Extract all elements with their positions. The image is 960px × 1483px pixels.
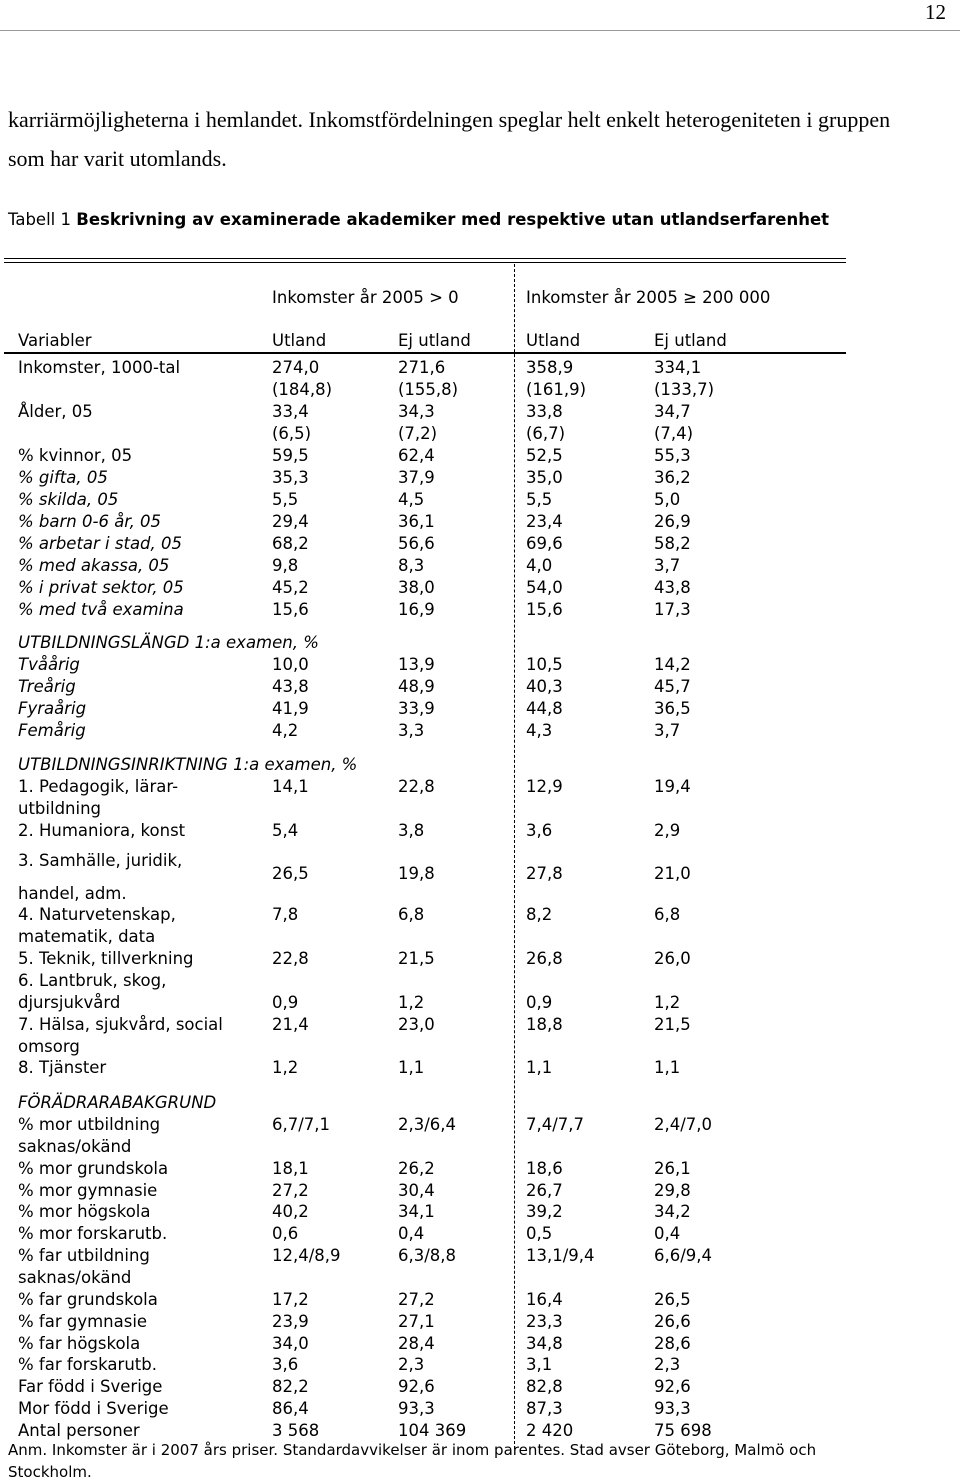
table-cell: 5,0: [654, 490, 681, 509]
table-cell: 92,6: [398, 1377, 435, 1396]
row-label: utbildning: [18, 799, 102, 818]
table-cell: 27,2: [398, 1290, 435, 1309]
row-label: 2. Humaniora, konst: [18, 821, 186, 840]
table-cell: 21,0: [654, 864, 691, 883]
table-cell: 86,4: [272, 1399, 309, 1418]
row-label: % mor utbildning: [18, 1115, 161, 1134]
table-cell: 26,9: [654, 512, 691, 531]
table-cell: 19,4: [654, 777, 691, 796]
table-cell: 13,9: [398, 655, 435, 674]
table-cell: 55,3: [654, 446, 691, 465]
table-cell: 5,4: [272, 821, 299, 840]
table-cell: 59,5: [272, 446, 309, 465]
table-cell: 3,7: [654, 721, 681, 740]
row-label: % far forskarutb.: [18, 1355, 157, 1374]
table-cell: 3 568: [272, 1421, 320, 1440]
table-cell: 21,5: [654, 1015, 691, 1034]
row-label: % far grundskola: [18, 1290, 158, 1309]
table-cell: 1,2: [398, 993, 425, 1012]
table-cell: 5,5: [526, 490, 553, 509]
table-cell: 12,4/8,9: [272, 1246, 341, 1265]
table-cell: 35,0: [526, 468, 563, 487]
column-header-variables: Variabler: [18, 331, 92, 350]
table-cell: 23,9: [272, 1312, 309, 1331]
table-cell: 14,1: [272, 777, 309, 796]
table-cell: 22,8: [272, 949, 309, 968]
row-label: Treårig: [18, 677, 76, 696]
table-cell: 14,2: [654, 655, 691, 674]
table-cell: 92,6: [654, 1377, 691, 1396]
row-label: Antal personer: [18, 1421, 140, 1440]
table-cell: 23,3: [526, 1312, 563, 1331]
table-cell: 12,9: [526, 777, 563, 796]
table-cell: 26,0: [654, 949, 691, 968]
table-cell: 41,9: [272, 699, 309, 718]
row-label: % med akassa, 05: [18, 556, 170, 575]
column-header-abroad-1: Utland: [272, 331, 327, 350]
row-label: 4. Naturvetenskap,: [18, 905, 176, 924]
table-cell: 34,2: [654, 1202, 691, 1221]
table-cell: 3,1: [526, 1355, 553, 1374]
row-label: % barn 0-6 år, 05: [18, 512, 162, 531]
table-cell: 40,3: [526, 677, 563, 696]
table-cell: (184,8): [272, 380, 333, 399]
table-cell: 0,9: [272, 993, 299, 1012]
table-cell: 17,2: [272, 1290, 309, 1309]
page-number: 12: [925, 0, 946, 24]
table-cell: 56,6: [398, 534, 435, 553]
table-cell: 43,8: [272, 677, 309, 696]
row-label: Fyraårig: [18, 699, 87, 718]
table-cell: 18,8: [526, 1015, 563, 1034]
table-cell: (161,9): [526, 380, 587, 399]
table-cell: 23,0: [398, 1015, 435, 1034]
row-label: Ålder, 05: [18, 402, 93, 421]
row-label: % skilda, 05: [18, 490, 119, 509]
row-label: 3. Samhälle, juridik,: [18, 851, 183, 870]
table-cell: 40,2: [272, 1202, 309, 1221]
table-cell: 34,3: [398, 402, 435, 421]
column-header-abroad-2: Utland: [526, 331, 581, 350]
table-cell: 0,4: [398, 1224, 425, 1243]
table-cell: 17,3: [654, 600, 691, 619]
table-cell: 82,2: [272, 1377, 309, 1396]
table-cell: 6,6/9,4: [654, 1246, 713, 1265]
table-cell: 1,2: [654, 993, 681, 1012]
table-cell: 358,9: [526, 358, 574, 377]
row-label: omsorg: [18, 1037, 80, 1056]
table-cell: 26,6: [654, 1312, 691, 1331]
row-label: Far född i Sverige: [18, 1377, 163, 1396]
row-label: % far utbildning: [18, 1246, 150, 1265]
row-label: % mor gymnasie: [18, 1181, 158, 1200]
table-cell: 26,1: [654, 1159, 691, 1178]
table-cell: 75 698: [654, 1421, 712, 1440]
table-cell: 0,4: [654, 1224, 681, 1243]
row-label: 7. Hälsa, sjukvård, social: [18, 1015, 223, 1034]
table-cell: 39,2: [526, 1202, 563, 1221]
row-label: djursjukvård: [18, 993, 121, 1012]
table-cell: 7,8: [272, 905, 299, 924]
row-label: handel, adm.: [18, 884, 127, 903]
table-cell: 26,5: [272, 864, 309, 883]
table-cell: 21,5: [398, 949, 435, 968]
row-label: FÖRÄDRARABAKGRUND: [18, 1093, 217, 1112]
table-cell: 30,4: [398, 1181, 435, 1200]
row-label: 6. Lantbruk, skog,: [18, 971, 167, 990]
table-cell: 38,0: [398, 578, 435, 597]
table-cell: 3,6: [272, 1355, 299, 1374]
table-cell: 69,6: [526, 534, 563, 553]
header-rule: [0, 30, 960, 31]
row-label: Mor född i Sverige: [18, 1399, 169, 1418]
row-label: % med två examina: [18, 600, 184, 619]
table-cell: 45,7: [654, 677, 691, 696]
table-cell: 104 369: [398, 1421, 467, 1440]
table-note: Anm. Inkomster är i 2007 års priser. Standardavvikelser är inom parentes. Stad avser Göteborg, Malmö och Stockholm.: [8, 1441, 817, 1481]
table-cell: 33,8: [526, 402, 563, 421]
row-label: 1. Pedagogik, lärar-: [18, 777, 179, 796]
table-cell: 2,9: [654, 821, 681, 840]
table-cell: 0,6: [272, 1224, 299, 1243]
table-cell: 1,1: [398, 1058, 425, 1077]
table-cell: 26,8: [526, 949, 563, 968]
row-label: % mor forskarutb.: [18, 1224, 168, 1243]
table-cell: 36,2: [654, 468, 691, 487]
table-cell: 19,8: [398, 864, 435, 883]
table-cell: 26,5: [654, 1290, 691, 1309]
table-cell: 54,0: [526, 578, 563, 597]
table-cell: 34,0: [272, 1334, 309, 1353]
row-label: % far gymnasie: [18, 1312, 148, 1331]
intro-paragraph: karriärmöjligheterna i hemlandet. Inkomstfördelningen speglar helt enkelt heterogeniteten i gruppen som har varit utomlands.: [8, 107, 891, 171]
table-cell: 2 420: [526, 1421, 574, 1440]
table-cell: 48,9: [398, 677, 435, 696]
table-cell: 2,3: [398, 1355, 425, 1374]
table-cell: 22,8: [398, 777, 435, 796]
table-cell: 58,2: [654, 534, 691, 553]
table-cell: 27,2: [272, 1181, 309, 1200]
table-cell: 3,6: [526, 821, 553, 840]
table-cell: 16,4: [526, 1290, 563, 1309]
table-cell: 18,6: [526, 1159, 563, 1178]
table-cell: 5,5: [272, 490, 299, 509]
table-cell: (133,7): [654, 380, 715, 399]
table-cell: 35,3: [272, 468, 309, 487]
table-cell: (7,4): [654, 424, 694, 443]
table-cell: 8,3: [398, 556, 425, 575]
table-cell: 34,1: [398, 1202, 435, 1221]
table-cell: 334,1: [654, 358, 702, 377]
table-cell: 2,4/7,0: [654, 1115, 713, 1134]
row-label: Inkomster, 1000-tal: [18, 358, 181, 377]
table-cell: 0,5: [526, 1224, 553, 1243]
table-cell: (6,5): [272, 424, 312, 443]
row-label: UTBILDNINGSINRIKTNING 1:a examen, %: [18, 755, 358, 774]
row-label: % kvinnor, 05: [18, 446, 133, 465]
table-cell: 16,9: [398, 600, 435, 619]
table-cell: 28,4: [398, 1334, 435, 1353]
row-label: % mor högskola: [18, 1202, 151, 1221]
table-cell: 1,2: [272, 1058, 299, 1077]
table-cell: 44,8: [526, 699, 563, 718]
table-caption-title: Beskrivning av examinerade akademiker med respektive utan utlandserfarenhet: [76, 210, 830, 229]
table-cell: 36,1: [398, 512, 435, 531]
table-cell: 0,9: [526, 993, 553, 1012]
table-cell: 29,4: [272, 512, 309, 531]
table-cell: 15,6: [526, 600, 563, 619]
table-cell: 26,2: [398, 1159, 435, 1178]
row-label: Femårig: [18, 721, 86, 740]
table-cell: 34,8: [526, 1334, 563, 1353]
table-cell: 21,4: [272, 1015, 309, 1034]
table-cell: 271,6: [398, 358, 446, 377]
group-separator-dashed-line: [514, 264, 515, 1449]
table-cell: 10,0: [272, 655, 309, 674]
table-cell: 8,2: [526, 905, 553, 924]
row-label: % gifta, 05: [18, 468, 108, 487]
table-cell: 3,7: [654, 556, 681, 575]
table-cell: 28,6: [654, 1334, 691, 1353]
table-caption-prefix: Tabell 1: [8, 210, 77, 229]
row-label: % i privat sektor, 05: [18, 578, 184, 597]
table-cell: 4,5: [398, 490, 425, 509]
header-bottom-rule: [4, 352, 846, 354]
row-label: Tvåårig: [18, 655, 80, 674]
table-cell: 7,4/7,7: [526, 1115, 585, 1134]
group-header-income-positive: Inkomster år 2005 > 0: [272, 288, 459, 307]
row-label: UTBILDNINGSLÄNGD 1:a examen, %: [18, 633, 319, 652]
table-cell: 3,3: [398, 721, 425, 740]
row-label: % arbetar i stad, 05: [18, 534, 183, 553]
table-cell: 2,3: [654, 1355, 681, 1374]
column-header-not-abroad-2: Ej utland: [654, 331, 727, 350]
table-cell: 6,8: [654, 905, 681, 924]
column-header-not-abroad-1: Ej utland: [398, 331, 471, 350]
table-cell: 4,0: [526, 556, 553, 575]
table-cell: 62,4: [398, 446, 435, 465]
row-label: 5. Teknik, tillverkning: [18, 949, 194, 968]
table-cell: 6,3/8,8: [398, 1246, 457, 1265]
table-cell: 43,8: [654, 578, 691, 597]
row-label: 8. Tjänster: [18, 1058, 107, 1077]
table-caption: [8, 210, 829, 229]
table-cell: 3,8: [398, 821, 425, 840]
table-cell: 4,3: [526, 721, 553, 740]
table-cell: 6,7/7,1: [272, 1115, 331, 1134]
table-cell: 87,3: [526, 1399, 563, 1418]
table-cell: 1,1: [654, 1058, 681, 1077]
table-cell: 93,3: [398, 1399, 435, 1418]
table-top-rule: [4, 258, 846, 263]
table-cell: 82,8: [526, 1377, 563, 1396]
table-cell: 27,1: [398, 1312, 435, 1331]
table-cell: 1,1: [526, 1058, 553, 1077]
table-cell: 26,7: [526, 1181, 563, 1200]
row-label: % far högskola: [18, 1334, 141, 1353]
table-cell: 45,2: [272, 578, 309, 597]
table-cell: 33,9: [398, 699, 435, 718]
group-header-income-200000: Inkomster år 2005 ≥ 200 000: [526, 288, 771, 307]
table-cell: 33,4: [272, 402, 309, 421]
table-cell: 13,1/9,4: [526, 1246, 595, 1265]
table-cell: 18,1: [272, 1159, 309, 1178]
row-label: % mor grundskola: [18, 1159, 169, 1178]
table-cell: 4,2: [272, 721, 299, 740]
table-cell: 29,8: [654, 1181, 691, 1200]
table-cell: 10,5: [526, 655, 563, 674]
table-cell: 6,8: [398, 905, 425, 924]
table-cell: 68,2: [272, 534, 309, 553]
table-cell: 15,6: [272, 600, 309, 619]
table-cell: 34,7: [654, 402, 691, 421]
table-cell: 93,3: [654, 1399, 691, 1418]
table-cell: (6,7): [526, 424, 566, 443]
table-cell: 37,9: [398, 468, 435, 487]
table-cell: 2,3/6,4: [398, 1115, 457, 1134]
row-label: saknas/okänd: [18, 1137, 132, 1156]
table-cell: (155,8): [398, 380, 459, 399]
table-cell: (7,2): [398, 424, 438, 443]
table-cell: 52,5: [526, 446, 563, 465]
table-cell: 36,5: [654, 699, 691, 718]
row-label: saknas/okänd: [18, 1268, 132, 1287]
table-cell: 9,8: [272, 556, 299, 575]
table-cell: 274,0: [272, 358, 320, 377]
row-label: matematik, data: [18, 927, 156, 946]
table-cell: 27,8: [526, 864, 563, 883]
table-cell: 23,4: [526, 512, 563, 531]
